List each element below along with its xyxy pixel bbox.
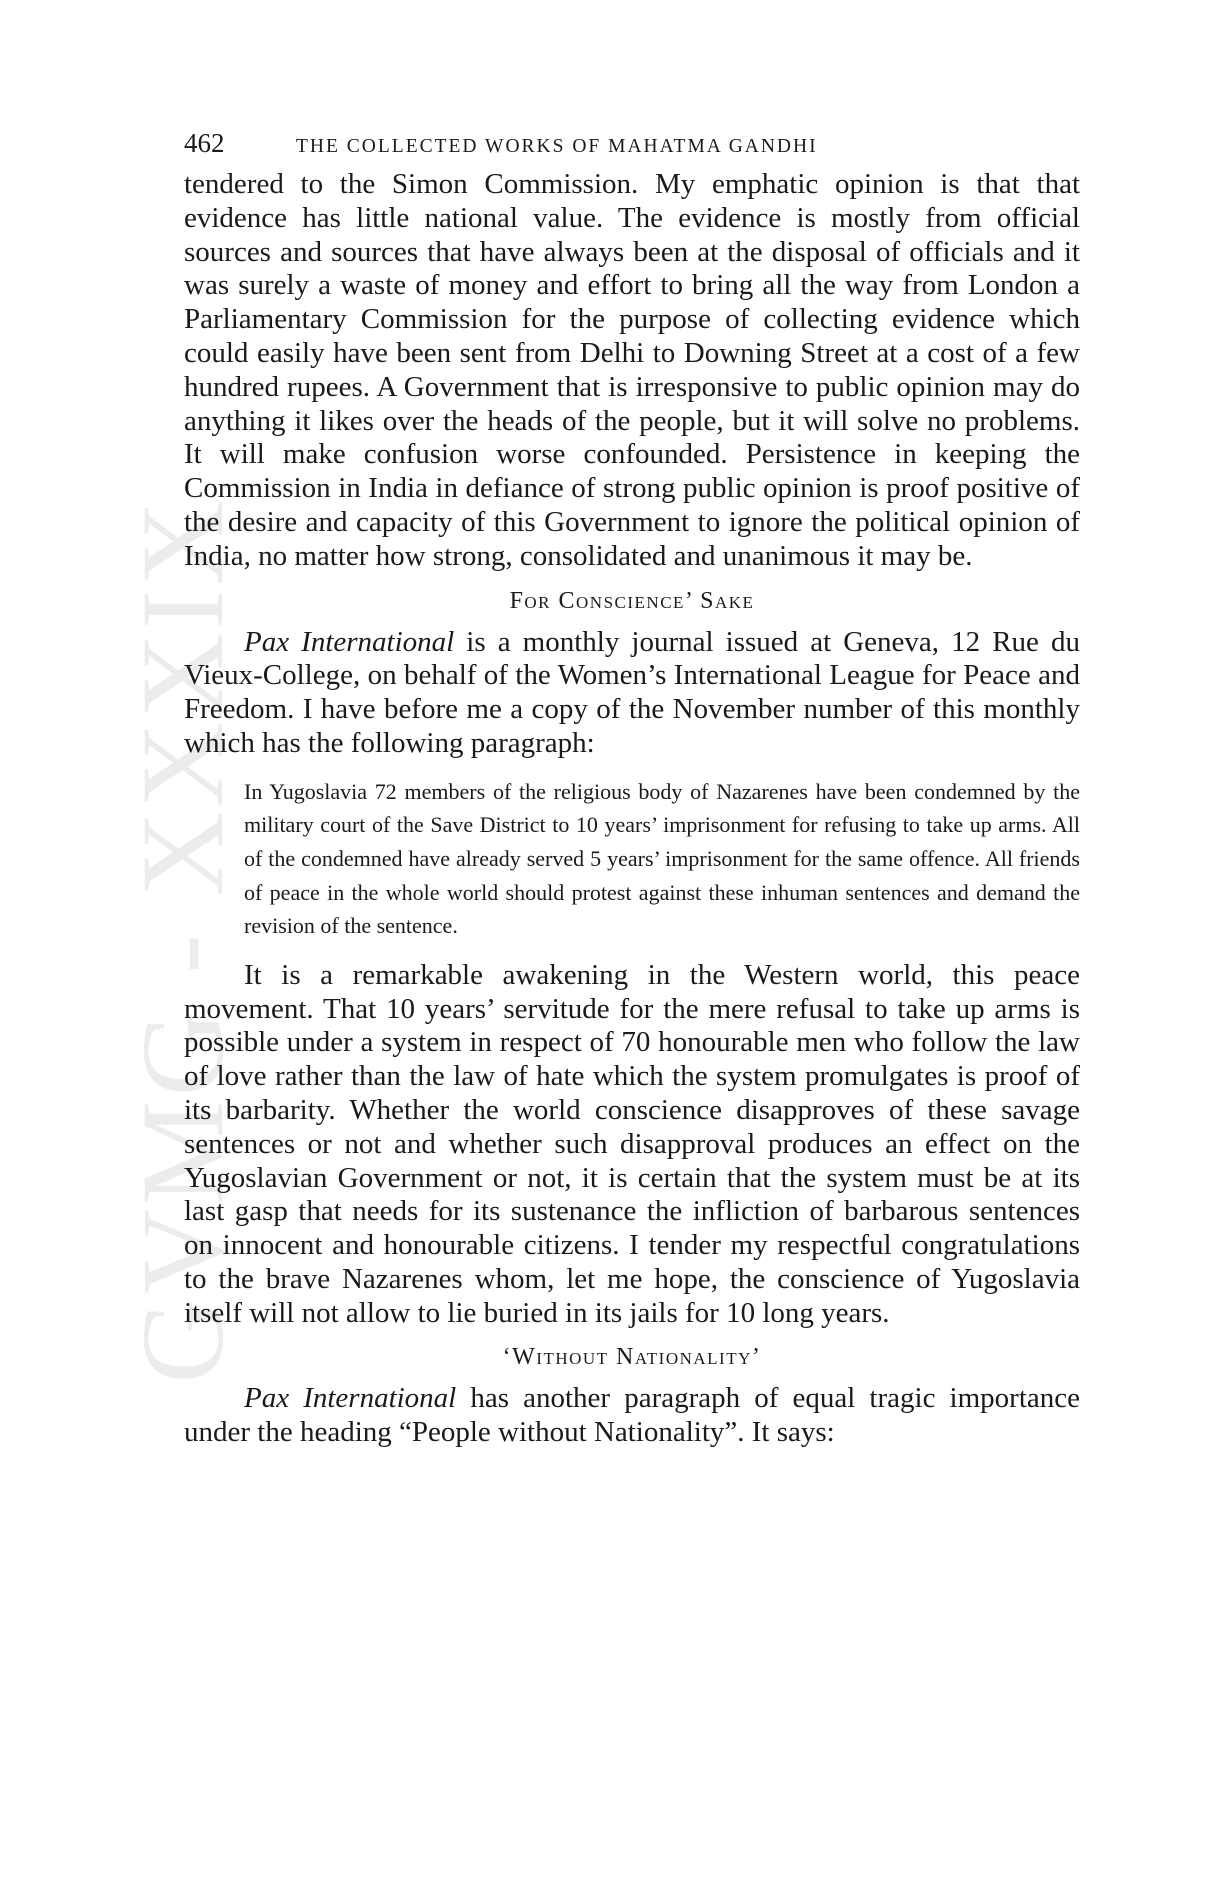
paragraph-pax-international xyxy=(184,626,1080,761)
journal-title: Pax International xyxy=(244,625,455,658)
paragraph-nationality-text: has another paragraph of equal tragic importance under the heading “People without Nationality”. It says: xyxy=(184,1382,1080,1449)
paragraph-without-nationality xyxy=(184,1382,1080,1450)
page-number: 462 xyxy=(184,128,225,158)
watermark-text: GVMG - XXXIX xyxy=(117,496,248,1384)
section-heading-nationality: ‘Without Nationality’ xyxy=(502,1344,762,1371)
section-heading-conscience: For Conscience’ Sake xyxy=(509,587,755,614)
journal-title-2: Pax International xyxy=(244,1382,457,1415)
paragraph-peace-movement: It is a remarkable awakening in the Western world, this peace movement. That 10 years’ servitude for the mere refusal to take up arms is possible under a system in respect of 70 honourable men who follow the law of love rather than the law of hate which the system promulgates is proof of its barbarity. Whether the world conscience disapproves of these savage sentences or not and whether such disapproval produces an effect on the Yugoslavian Government or not, it is certain that the system must be at its last gasp that needs for its sustenance the infliction of barbarous sentences on innocent and honourable citizens. I tender my respectful congratulations to the brave Nazarenes whom, let me hope, the conscience of Yugoslavia itself will not allow to lie buried in its jails for 10 long years. xyxy=(184,958,1080,1329)
paragraph-pax-text: is a monthly journal issued at Geneva, 12 Rue du Vieux-College, on behalf of the Women’s International League for Peace and Freedom. I have before me a copy of the November number of this monthly which has the following paragraph: xyxy=(184,625,1080,759)
running-header xyxy=(184,128,1080,168)
running-title: THE COLLECTED WORKS OF MAHATMA GANDHI xyxy=(296,136,818,157)
paragraph-simon-commission: tendered to the Simon Commission. My emphatic opinion is that that evidence has little national value. The evidence is mostly from official sources and sources that have always been at the disposal of officials and it was surely a waste of money and effort to bring all the way from London a Parliamentary Commission for the purpose of collecting evidence which could easily have been sent from Delhi to Downing Street at a cost of a few hundred rupees. A Government that is irresponsive to public opinion may do anything it likes over the heads of the people, but it will solve no problems. It will make confusion worse confounded. Persistence in keeping the Commission in India in defiance of strong public opinion is proof positive of the desire and capacity of this Government to ignore the political opinion of India, no matter how strong, consolidated and unanimous it may be. xyxy=(184,168,1080,572)
block-quote-yugoslavia: In Yugoslavia 72 members of the religious body of Nazarenes have been condemned by the military court of the Save District to 10 years’ imprisonment for refusing to take up arms. All of the condemned have already served 5 years’ imprisonment for the same offence. All friends of peace in the whole world should protest against these inhuman sentences and demand the revision of the sentence. xyxy=(244,778,1080,939)
page-content xyxy=(184,128,1080,1450)
